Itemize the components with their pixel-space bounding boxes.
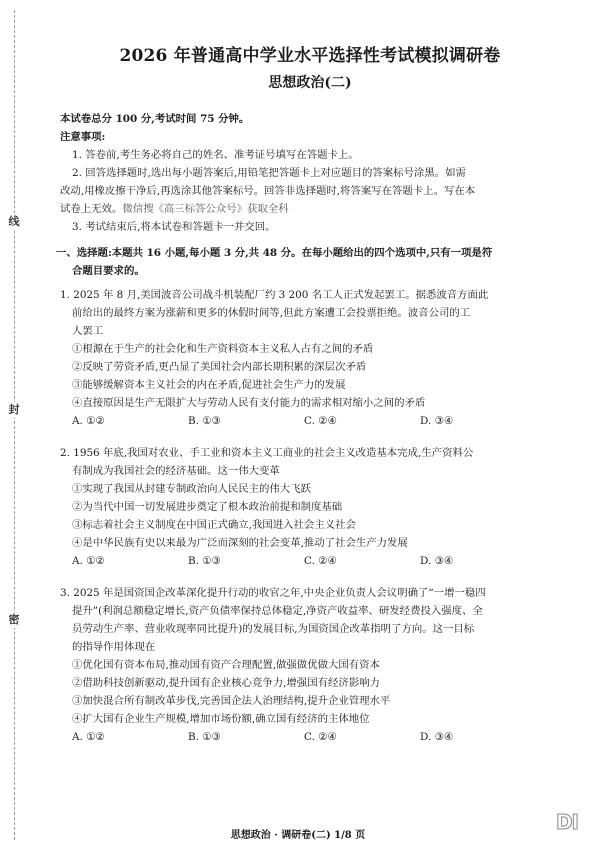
question-1-option-3: ③能够缓解资本主义社会的内在矛盾,促进社会生产力的发展	[72, 379, 346, 391]
question-1-option-4: ④直接原因是生产无限扩大与劳动人民有支付能力的需求相对缩小之间的矛盾	[72, 397, 426, 409]
question-2	[60, 444, 560, 570]
watermark-text: 微信搜《高三标答公众号》获取全科	[122, 203, 289, 215]
note-1: 1. 答卷前,考生务必将自己的姓名、准考证号填写在答题卡上。	[72, 149, 359, 161]
binding-margin-line	[14, 10, 15, 840]
section-1-line-2: 合题目要求的。	[72, 265, 145, 277]
question-1-choices	[60, 412, 560, 430]
question-3-stem-1: 3. 2025 年是国资国企改革深化提升行动的收官之年,中央企业负责人会议明确了“一增一稳四	[60, 587, 486, 599]
question-2-option-2: ②为当代中国一切发展进步奠定了根本政治前提和制度基础	[72, 501, 343, 513]
question-3-option-2: ②借助科技创新驱动,提升国有企业核心竞争力,增强国有经济影响力	[72, 677, 380, 689]
question-2-choice-d: D. ③④	[420, 555, 454, 567]
question-3-choice-b: B. ①③	[188, 731, 221, 743]
exam-page	[56, 44, 560, 746]
question-3-option-3: ③加快混合所有制改革步伐,完善国企法人治理结构,提升企业管理水平	[72, 695, 391, 707]
margin-label-secret: 密	[6, 612, 22, 628]
corner-logo: DI	[555, 810, 578, 834]
question-1-choice-a: A. ①②	[72, 415, 105, 427]
question-1-stem-1: 1. 2025 年 8 月,美国波音公司战斗机装配厂约 3 200 名工人正式发起罢工。据悉波音方面此	[60, 289, 489, 301]
question-1-option-1: ①根源在于生产的社会化和生产资料资本主义私人占有之间的矛盾	[72, 343, 374, 355]
margin-label-line: 线	[6, 214, 22, 230]
question-1-option-2: ②反映了劳资矛盾,更凸显了美国社会内部长期积累的深层次矛盾	[72, 361, 367, 373]
note-2-line-3-text: 试卷上无效。	[60, 203, 123, 215]
question-3-stem-3: 员劳动生产率、营业收现率同比提升)的发展目标,为国资国企改革指明了方向。这一目标	[72, 623, 475, 635]
question-2-choice-a: A. ①②	[72, 555, 105, 567]
margin-label-seal: 封	[6, 402, 22, 418]
instructions	[60, 110, 560, 236]
note-2-line-2: 改动,用橡皮擦干净后,再选涂其他答案标号。回答非选择题时,将答案写在答题卡上。写在本	[60, 185, 476, 197]
question-2-stem-2: 有制成为我国社会的经济基础。这一伟大变革	[72, 465, 280, 477]
note-2-line-3	[60, 200, 560, 218]
question-2-option-4: ④是中华民族有史以来最为广泛而深刻的社会变革,推动了社会生产力发展	[72, 537, 408, 549]
question-3-option-1: ①优化国有资本布局,推动国有资产合理配置,做强做优做大国有资本	[72, 659, 380, 671]
question-2-stem-1: 2. 1956 年底,我国对农业、手工业和资本主义工商业的社会主义改造基本完成,生产资料公	[60, 447, 474, 459]
question-3-choices	[60, 728, 560, 746]
question-2-option-1: ①实现了我国从封建专制政治向人民民主的伟大飞跃	[72, 483, 311, 495]
question-3-stem-4: 的指导作用体现在	[72, 641, 156, 653]
question-1-choice-d: D. ③④	[420, 415, 454, 427]
question-3-choice-c: C. ②④	[304, 731, 337, 743]
exam-subtitle: 思想政治(二)	[268, 75, 352, 91]
section-1-header	[56, 244, 560, 280]
question-1-stem-2: 前给出的最终方案为涨薪和更多的休假时间等,但此方案遭工会投票拒绝。波音公司的工	[72, 307, 471, 319]
question-1-choice-c: C. ②④	[304, 415, 337, 427]
question-3-choice-a: A. ①②	[72, 731, 105, 743]
note-2-line-1: 2. 回答选择题时,选出每小题答案后,用铅笔把答题卡上对应题目的答案标号涂黑。如需	[72, 167, 466, 179]
question-1-choice-b: B. ①③	[188, 415, 221, 427]
question-2-choice-b: B. ①③	[188, 555, 221, 567]
question-3	[60, 584, 560, 746]
question-3-option-4: ④扩大国有企业生产规模,增加市场份额,确立国有经济的主体地位	[72, 713, 370, 725]
question-3-stem-2: 提升”(利润总额稳定增长,资产负债率保持总体稳定,净资产收益率、研发经费投入强度、全	[72, 605, 483, 617]
question-1-stem-3: 人罢工	[72, 325, 104, 337]
note-3: 3. 考试结束后,将本试卷和答题卡一并交回。	[72, 221, 276, 233]
question-1	[60, 286, 560, 430]
notes-title: 注意事项:	[60, 131, 106, 143]
question-2-option-3: ③标志着社会主义制度在中国正式确立,我国进入社会主义社会	[72, 519, 356, 531]
score-line: 本试卷总分 100 分,考试时间 75 分钟。	[60, 113, 250, 125]
question-2-choices	[60, 552, 560, 570]
section-1-line-1: 一、选择题:本题共 16 小题,每小题 3 分,共 48 分。在每小题给出的四个选项中,只有一项是符	[56, 247, 493, 259]
question-2-choice-c: C. ②④	[304, 555, 337, 567]
page-footer: 思想政治 · 调研卷(二) 1/8 页	[230, 830, 366, 841]
exam-title: 2026 年普通高中学业水平选择性考试模拟调研卷	[119, 46, 501, 66]
question-3-choice-d: D. ③④	[420, 731, 454, 743]
